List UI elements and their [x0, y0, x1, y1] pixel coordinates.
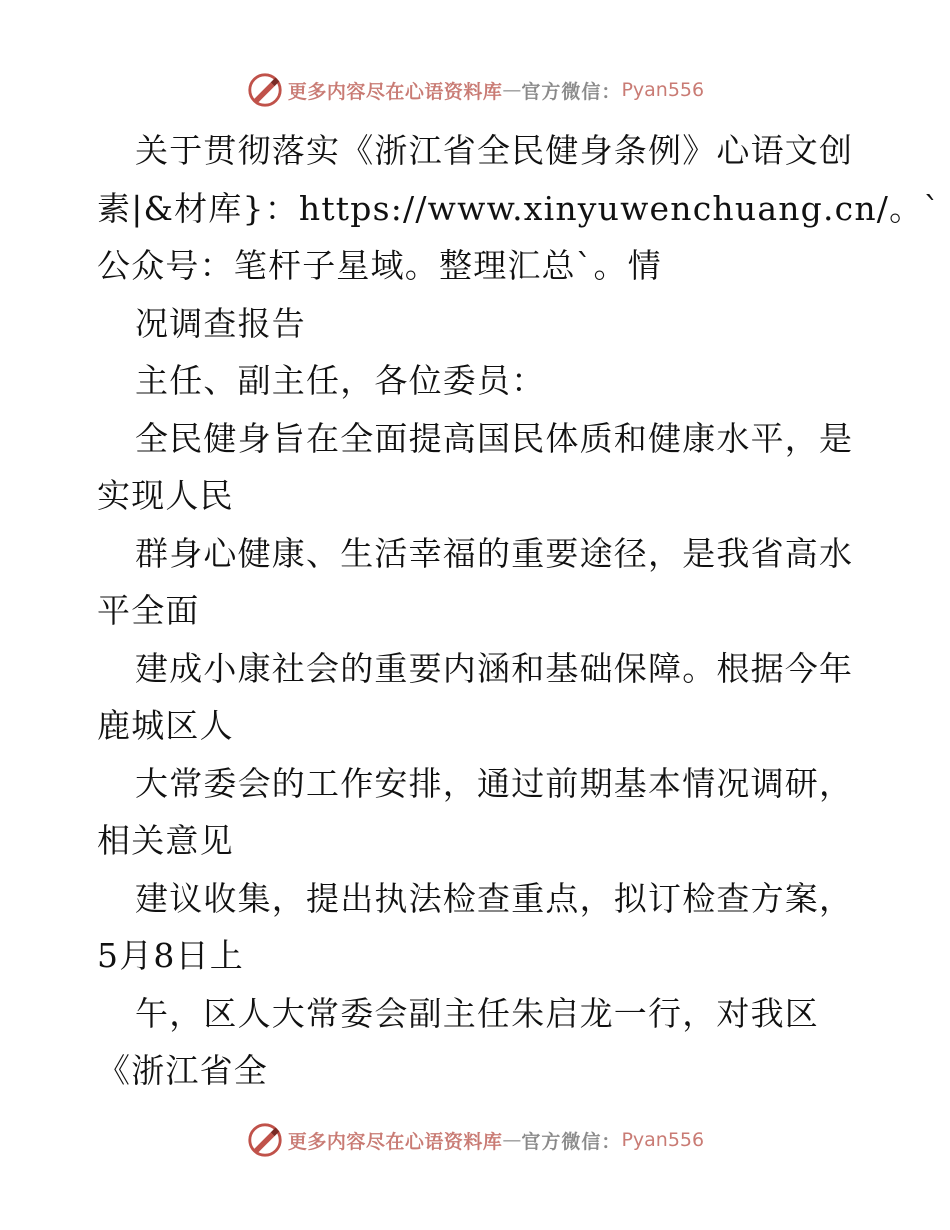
- text-line: 午，区人大常委会副主任朱启龙一行，对我区: [135, 993, 819, 1033]
- watermark-wechat-label: 官方微信：: [521, 1130, 622, 1153]
- text-line: 平全面: [97, 591, 200, 630]
- text-line: 大常委会的工作安排，通过前期基本情况调研，: [135, 763, 854, 803]
- watermark-wechat-label: 官方微信：: [521, 80, 622, 103]
- text-line: 群身心健康、生活幸福的重要途径，是我省高水: [135, 533, 854, 573]
- text-line: 建议收集，提出执法检查重点，拟订检查方案，: [135, 878, 854, 918]
- text-line: 况调查报告: [135, 303, 306, 343]
- pen-logo-icon: [246, 1121, 284, 1159]
- text-line: 实现人民: [97, 476, 234, 515]
- text-line: 素|&材库}：https://www.xinyuwenchuang.cn/。`: [97, 188, 942, 228]
- text-line: 建成小康社会的重要内涵和基础保障。根据今年: [135, 648, 854, 688]
- text-line: 主任、副主任，各位委员：: [135, 361, 546, 400]
- watermark-footer: [0, 1120, 950, 1160]
- text-line: 关于贯彻落实《浙江省全民健身条例》心语文创: [135, 131, 854, 170]
- text-line: 全民健身旨在全面提高国民体质和健康水平，是: [135, 418, 854, 458]
- watermark-dash: —: [502, 1129, 522, 1151]
- text-line: 公众号：笔杆子星域。整理汇总`。情: [97, 246, 662, 285]
- watermark-main-text: 更多内容尽在心语资料库: [287, 80, 503, 103]
- document-body: [97, 122, 942, 1100]
- watermark-wechat-id: Pyan556: [621, 1129, 705, 1151]
- pen-logo-icon: [246, 71, 284, 109]
- text-line: 鹿城区人: [97, 706, 234, 745]
- watermark-dash: —: [502, 79, 522, 101]
- text-line: 5月8日上: [97, 936, 244, 975]
- watermark-main-text: 更多内容尽在心语资料库: [287, 1130, 503, 1153]
- watermark-wechat-id: Pyan556: [621, 79, 705, 101]
- text-line: 相关意见: [97, 821, 234, 860]
- watermark-header: [0, 70, 950, 110]
- text-line: 《浙江省全: [97, 1051, 268, 1090]
